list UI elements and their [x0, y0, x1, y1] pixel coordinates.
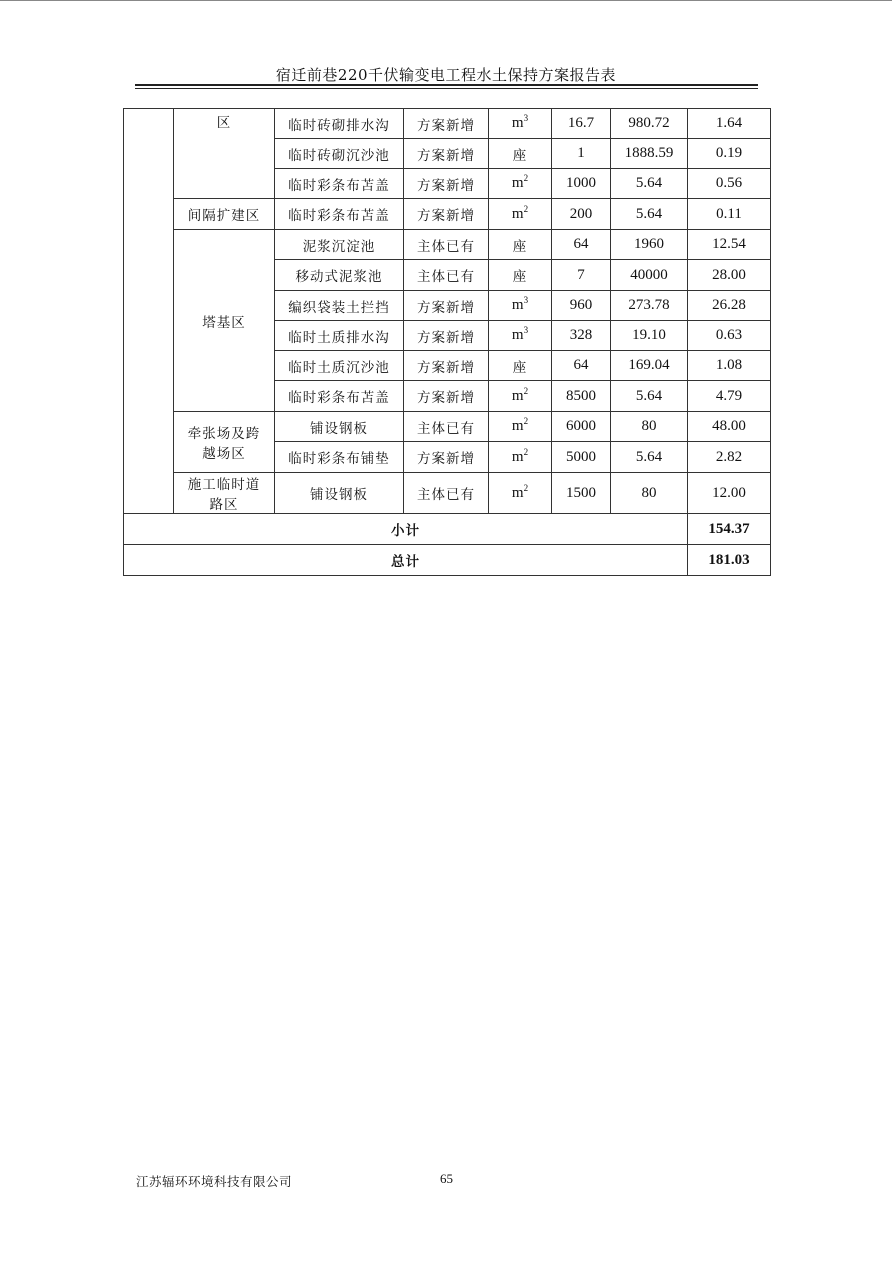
unit-price-cell: 5.64	[611, 169, 688, 199]
measure-type-cell: 方案新增	[404, 109, 489, 139]
subtotal-row	[124, 514, 771, 545]
amount-cell: 28.00	[688, 260, 771, 291]
unit-cell	[489, 199, 552, 230]
measure-type-cell: 主体已有	[404, 473, 489, 514]
measure-type-cell: 主体已有	[404, 412, 489, 442]
unit-cell	[489, 139, 552, 169]
measure-name-cell: 临时彩条布苫盖	[275, 169, 404, 199]
unit-price-cell: 5.64	[611, 381, 688, 412]
unit-text: 座	[512, 147, 528, 164]
unit-exponent: 3	[523, 113, 529, 123]
measure-type-cell: 方案新增	[404, 351, 489, 381]
amount-cell: 0.11	[688, 199, 771, 230]
unit-cell	[489, 442, 552, 473]
area-label-line2: 越场区	[202, 446, 246, 462]
unit-price-cell: 5.64	[611, 442, 688, 473]
area-label-line2: 路区	[209, 497, 239, 513]
table-row	[124, 109, 771, 139]
unit-text: m	[511, 448, 524, 465]
measure-type-cell: 主体已有	[404, 230, 489, 260]
page-header-title: 宿迁前巷220千伏输变电工程水土保持方案报告表	[275, 66, 617, 84]
measure-type-cell: 方案新增	[404, 381, 489, 412]
quantity-cell: 960	[552, 291, 611, 321]
unit-cell	[489, 230, 552, 260]
unit-text: m	[511, 115, 524, 131]
amount-cell: 12.00	[688, 473, 771, 514]
amount-cell: 0.19	[688, 139, 771, 169]
unit-text: m	[511, 418, 524, 434]
header-rule-thin	[135, 88, 758, 89]
amount-cell: 26.28	[688, 291, 771, 321]
quantity-cell: 8500	[552, 381, 611, 412]
unit-cell	[489, 351, 552, 381]
unit-cell	[489, 260, 552, 291]
area-label-line1: 牵张场及跨	[187, 426, 261, 442]
total-row-label: 总计	[124, 545, 688, 576]
area-label: 间隔扩建区	[187, 208, 261, 224]
amount-cell: 0.56	[688, 169, 771, 199]
quantity-cell: 16.7	[552, 109, 611, 139]
unit-price-cell: 169.04	[611, 351, 688, 381]
unit-cell	[489, 381, 552, 412]
quantity-cell: 1	[552, 139, 611, 169]
area-cell	[174, 199, 275, 230]
quantity-cell: 1000	[552, 169, 611, 199]
measure-name-cell: 临时彩条布苫盖	[275, 381, 404, 412]
unit-exponent: 2	[523, 482, 529, 493]
unit-price-cell: 40000	[611, 260, 688, 291]
amount-cell: 1.08	[688, 351, 771, 381]
unit-text: m	[511, 484, 524, 501]
unit-cell	[489, 109, 552, 139]
quantity-cell: 200	[552, 199, 611, 230]
header-rule-thick	[135, 84, 758, 86]
area-label: 区	[216, 115, 232, 131]
unit-price-cell: 1888.59	[611, 139, 688, 169]
amount-cell: 1.64	[688, 109, 771, 139]
table-row	[124, 473, 771, 514]
quantity-cell: 64	[552, 351, 611, 381]
measure-name-cell: 编织袋装土拦挡	[275, 291, 404, 321]
area-label-line1: 施工临时道	[187, 477, 261, 493]
amount-cell: 0.63	[688, 321, 771, 351]
measure-name-cell: 临时土质沉沙池	[275, 351, 404, 381]
measure-name-cell: 铺设钢板	[275, 412, 404, 442]
area-cell	[174, 230, 275, 412]
unit-cell	[489, 291, 552, 321]
unit-price-cell: 980.72	[611, 109, 688, 139]
unit-exponent: 3	[523, 295, 529, 305]
unit-price-cell: 1960	[611, 230, 688, 260]
subtotal-row-label: 小计	[124, 514, 688, 545]
unit-price-cell: 80	[611, 412, 688, 442]
unit-cell	[489, 321, 552, 351]
footer-company: 江苏辐环环境科技有限公司	[136, 1174, 293, 1189]
measure-type-cell: 方案新增	[404, 169, 489, 199]
quantity-cell: 5000	[552, 442, 611, 473]
unit-cell	[489, 412, 552, 442]
unit-exponent: 2	[523, 173, 529, 183]
unit-price-cell: 273.78	[611, 291, 688, 321]
area-label: 塔基区	[202, 314, 246, 331]
area-cell	[174, 473, 275, 514]
unit-text: m	[511, 175, 524, 191]
measure-type-cell: 方案新增	[404, 442, 489, 473]
area-cell	[174, 412, 275, 473]
unit-exponent: 2	[523, 203, 529, 214]
measure-type-cell: 方案新增	[404, 139, 489, 169]
measure-name-cell: 铺设钢板	[275, 473, 404, 514]
cost-table	[123, 108, 771, 576]
measure-type-cell: 主体已有	[404, 260, 489, 291]
unit-text: 座	[512, 269, 528, 285]
unit-exponent: 3	[523, 325, 529, 335]
measure-name-cell: 临时彩条布铺垫	[275, 442, 404, 473]
table-row	[124, 230, 771, 260]
area-cell	[174, 109, 275, 199]
category-cell	[124, 109, 174, 514]
unit-exponent: 2	[523, 385, 529, 396]
quantity-cell: 64	[552, 230, 611, 260]
unit-cell	[489, 473, 552, 514]
unit-exponent: 2	[523, 446, 529, 457]
quantity-cell: 1500	[552, 473, 611, 514]
measure-type-cell: 方案新增	[404, 291, 489, 321]
measure-name-cell: 临时彩条布苫盖	[275, 199, 404, 230]
unit-text: 座	[512, 359, 528, 376]
measure-name-cell: 临时砖砌排水沟	[275, 109, 404, 139]
unit-text: m	[511, 327, 524, 343]
measure-type-cell: 方案新增	[404, 321, 489, 351]
quantity-cell: 328	[552, 321, 611, 351]
table-row	[124, 412, 771, 442]
quantity-cell: 6000	[552, 412, 611, 442]
unit-text: 座	[512, 238, 528, 255]
measure-name-cell: 临时土质排水沟	[275, 321, 404, 351]
measure-name-cell: 移动式泥浆池	[275, 260, 404, 291]
quantity-cell: 7	[552, 260, 611, 291]
measure-name-cell: 泥浆沉淀池	[275, 230, 404, 260]
unit-text: m	[511, 297, 524, 313]
unit-price-cell: 5.64	[611, 199, 688, 230]
table-row	[124, 199, 771, 230]
subtotal-row-value: 154.37	[688, 514, 771, 545]
amount-cell: 12.54	[688, 230, 771, 260]
unit-text: m	[511, 387, 524, 404]
amount-cell: 4.79	[688, 381, 771, 412]
amount-cell: 48.00	[688, 412, 771, 442]
unit-price-cell: 19.10	[611, 321, 688, 351]
total-row-value: 181.03	[688, 545, 771, 576]
footer-page-number: 65	[440, 1171, 453, 1186]
unit-price-cell: 80	[611, 473, 688, 514]
measure-name-cell: 临时砖砌沉沙池	[275, 139, 404, 169]
unit-cell	[489, 169, 552, 199]
measure-type-cell: 方案新增	[404, 199, 489, 230]
page-top-border	[0, 0, 892, 1]
unit-exponent: 2	[523, 416, 529, 426]
amount-cell: 2.82	[688, 442, 771, 473]
total-row	[124, 545, 771, 576]
unit-text: m	[511, 205, 524, 222]
